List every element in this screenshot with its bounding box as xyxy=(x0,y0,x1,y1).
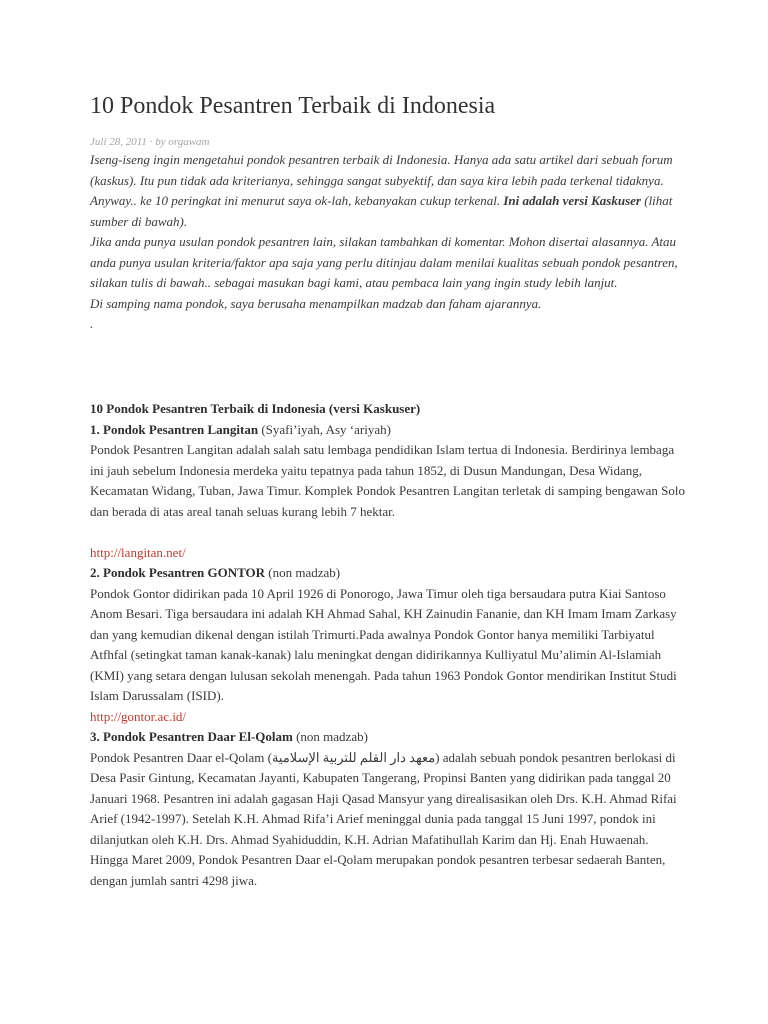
item-1-madzab: (Syafi’iyah, Asy ‘ariyah) xyxy=(258,421,391,437)
intro-paragraph-1: Iseng-iseng ingin mengetahui pondok pesantren terbaik di Indonesia. Hanya ada satu artikel dari sebuah forum (kaskus). Itu pun tidak ada kriterianya, sehingga sangat subyektif, dan saya kira lebih pada terkenal tidaknya. xyxy=(90,152,673,188)
item-1-link[interactable]: http://langitan.net/ xyxy=(90,544,186,560)
intro-paragraph-4: Di samping nama pondok, saya berusaha menampilkan madzab dan faham ajarannya. xyxy=(90,295,542,311)
item-2-description: Pondok Gontor didirikan pada 10 April 1926 di Ponorogo, Jawa Timur oleh tiga bersaudara putra Kiai Santoso Anom Besari. Tiga bersaudara ini adalah KH Ahmad Sahal, KH Zainudin Fananie, dan KH Imam Imam Zarkasy dan yang kemudian dikenal dengan istilah Trimurti.Pada awalnya Pondok Gontor hanya memiliki Tarbiyatul Atfhfal (setingkat taman kanak-kanak) lalu meningkat dengan didirikannya Kulliyatul Mu’alimin Al-Islamiah (KMI) yang setara dengan lulusan sekolah menengah. Pada tahun 1963 Pondok Gontor mendirikan Institut Studi Islam Darussalam (ISID). xyxy=(90,585,677,703)
item-2-link-line xyxy=(90,707,690,728)
item-1-name: 1. Pondok Pesantren Langitan xyxy=(90,421,259,437)
page-title: 10 Pondok Pesantren Terbaik di Indonesia xyxy=(90,93,496,119)
item-2-link[interactable]: http://gontor.ac.id/ xyxy=(90,708,187,724)
item-2-name: 2. Pondok Pesantren GONTOR xyxy=(90,565,266,580)
item-1-link-line xyxy=(90,543,690,564)
intro-p2-source-note: (lihat sumber di bawah). xyxy=(90,193,673,229)
item-1-description: Pondok Pesantren Langitan adalah salah satu lembaga pendidikan Islam tertua di Indonesia. Berdirinya lembaga ini jauh sebelum Indonesia merdeka yaitu tepatnya pada tahun 1852, di Dusun Mandungan, Desa Widang, Kecamatan Widang, Tuban, Jawa Timur. Komplek Pondok Pesantren Langitan terletak di samping bengawan Solo dan berada di atas areal tanah seluas kurang lebih 7 hektar. xyxy=(90,442,685,519)
item-1-heading xyxy=(90,420,690,441)
intro-paragraph-5: . xyxy=(90,316,94,331)
ranking-list xyxy=(90,399,690,891)
post-meta xyxy=(90,134,209,150)
item-3-heading xyxy=(90,727,690,748)
item-2-madzab: (non madzab) xyxy=(265,565,341,580)
post-date[interactable]: Juli 28, 2011 xyxy=(90,136,147,148)
intro-text xyxy=(90,150,680,335)
item-2-heading xyxy=(90,563,690,584)
list-heading-text: 10 Pondok Pesantren Terbaik di Indonesia (versi Kaskuser) xyxy=(90,401,421,416)
item-3-madzab: (non madzab) xyxy=(292,729,368,744)
intro-paragraph-2 xyxy=(90,191,680,232)
item-3-name: 3. Pondok Pesantren Daar El-Qolam xyxy=(90,729,293,744)
item-3-description: Pondok Pesantren Daar el-Qolam (معهد دار القلم للتربية الإسلامية) adalah sebuah pondok pesantren berlokasi di Desa Pasir Gintung, Kecamatan Jayanti, Kabupaten Tangerang, Propinsi Banten yang didirikan pada tanggal 20 Januari 1968. Pesantren ini adalah gagasan Haji Qasad Mansyur yang direalisasikan oleh Drs. K.H. Ahmad Rifai Arief (1942-1997). Setelah K.H. Ahmad Rifa’i Arief meninggal dunia pada tanggal 15 Juni 1997, pondok ini dilanjutkan oleh K.H. Drs. Ahmad Syahiduddin, K.H. Adrian Mafatihullah Karim dan Hj. Enah Huwaenah. Hingga Maret 2009, Pondok Pesantren Daar el-Qolam merupakan pondok pesantren terbesar sedaerah Banten, dengan jumlah santri 4298 jiwa. xyxy=(90,749,677,888)
post-by: · by xyxy=(146,136,169,148)
spacer xyxy=(90,522,690,543)
intro-p2-bold: Ini adalah versi Kaskuser xyxy=(503,193,641,208)
list-heading xyxy=(90,399,690,420)
post-author[interactable]: orgawam xyxy=(168,136,210,148)
intro-p2-text: Anyway.. ke 10 peringkat ini menurut saya ok-lah, kebanyakan cukup terkenal. xyxy=(90,193,504,208)
intro-paragraph-3: Jika anda punya usulan pondok pesantren lain, silakan tambahkan di komentar. Mohon disertai alasannya. Atau anda punya usulan kriteria/faktor apa saja yang perlu ditinjau dalam menilai kualitas sebuah pondok pesantren, silakan tulis di bawah.. sebagai masukan bagi kami, atau pembaca lain yang ingin study lebih lanjut. xyxy=(90,234,678,290)
